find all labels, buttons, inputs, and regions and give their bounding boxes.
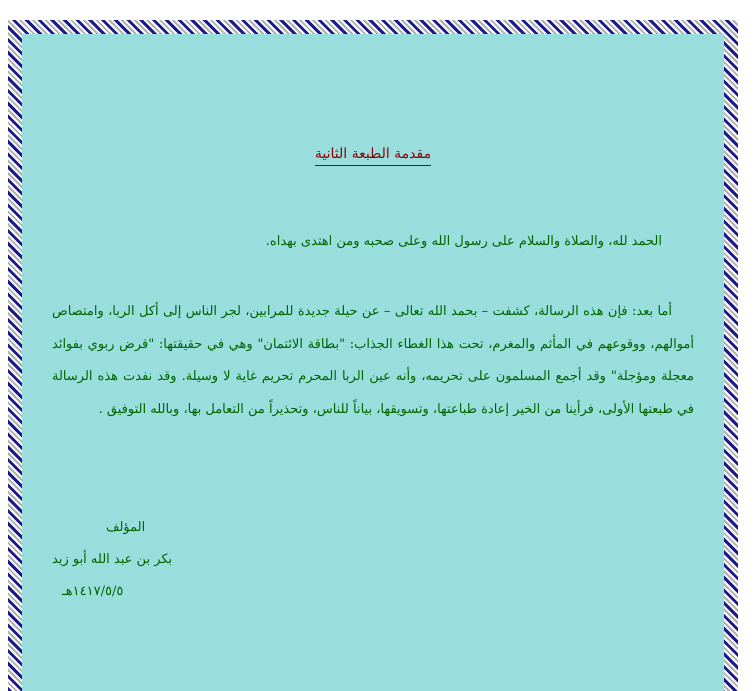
decorative-border <box>8 20 738 691</box>
document-page <box>22 34 724 691</box>
document-title: مقدمة الطبعة الثانية <box>315 146 431 166</box>
author-label: المؤلف <box>106 520 146 535</box>
document-date: ١٤١٧/٥/٥هـ <box>62 584 124 599</box>
body-paragraph: أما بعد: فإن هذه الرسالة، كشفت – بحمد الله تعالى – عن حيلة جديدة للمرابين، لجر الناس إلى أكل الربا، وامتصاص أموالهم، ووقوعهم في المأثم والمغرم، تحت هذا الغطاء الجذاب: "بطاقة الائتمان" وهي في حقيقتها: "قرض ربوي بفوائد معجلة ومؤجلة" وقد أجمع المسلمون على تحريمه، وأنه عين الربا المحرم تحريم غاية لا وسيلة. وقد نفدت هذه الرسالة في طبعتها الأولى، فرأينا من الخير إعادة طباعتها، وتسويقها، بياناً للناس، وتحذيراً من التعامل بها، وبالله التوفيق . <box>52 304 694 417</box>
author-name: بكر بن عبد الله أبو زيد <box>52 552 173 567</box>
praise-paragraph: الحمد لله، والصلاة والسلام على رسول الله وعلى صحبه ومن اهتدى بهداه. <box>265 234 662 249</box>
document-title-container <box>22 146 724 166</box>
